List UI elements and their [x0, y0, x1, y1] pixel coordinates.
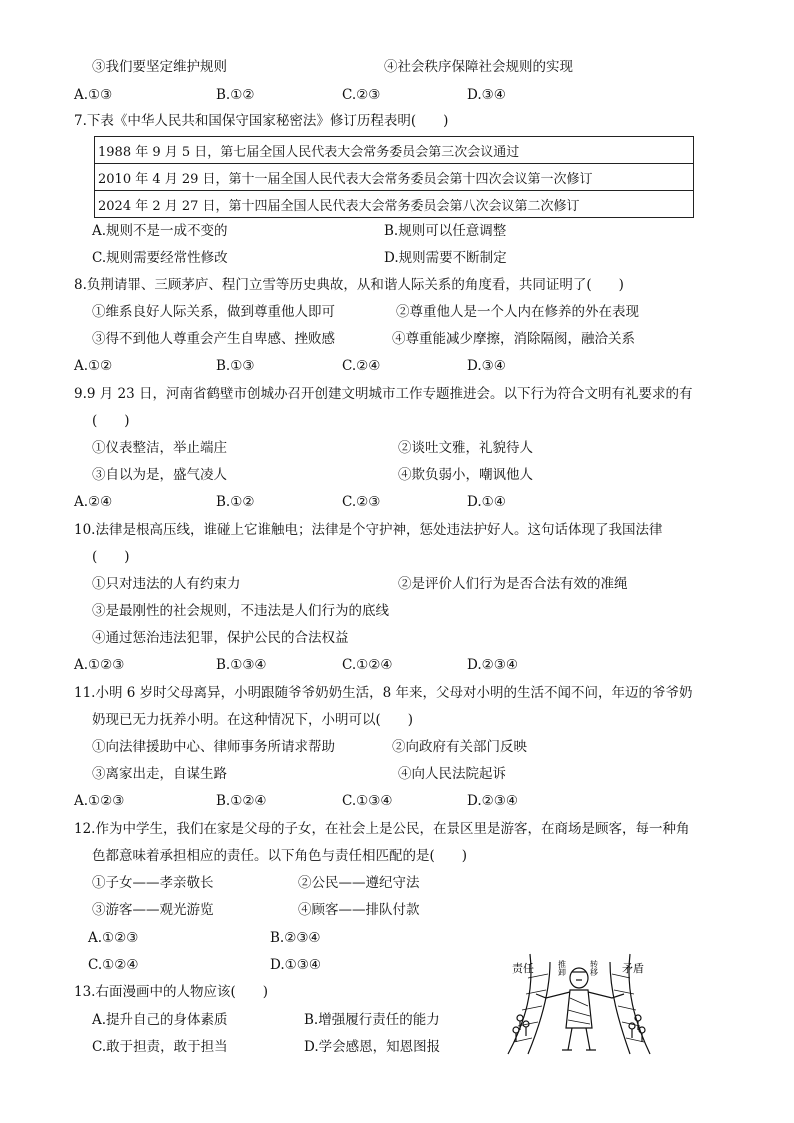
q8-statement-1: ①维系良好人际关系，做到尊重他人即可: [92, 304, 335, 320]
q10-stem: 10.法律是根高压线，谁碰上它谁触电；法律是个守护神，惩处违法护好人。这句话体现了我国法律: [74, 522, 663, 538]
q12-stem-cont: 色都意味着承担相应的责任。以下角色与责任相匹配的是( ): [92, 848, 468, 864]
left-arm: [536, 992, 570, 998]
q6-option-a: A.①③: [74, 87, 113, 103]
q13-option-d: D.学会感恩，知恩图报: [304, 1039, 441, 1055]
q10-answer-blank: ( ): [92, 549, 130, 565]
q8-option-c: C.②④: [342, 358, 381, 374]
q11-statement-4: ④向人民法院起诉: [398, 766, 506, 782]
q9-stem: 9.9 月 23 日，河南省鹤壁市创城办召开创建文明城市工作专题推进会。以下行为符合文明有礼要求的有: [74, 386, 693, 402]
q8-option-b: B.①③: [216, 358, 255, 374]
q10-option-c: C.①②④: [342, 657, 393, 673]
q12-option-b: B.②③④: [270, 930, 321, 946]
q11-statement-3: ③离家出走，自谋生路: [92, 766, 227, 782]
q11-option-a: A.①②③: [74, 793, 125, 809]
q12-statement-4: ④顾客——排队付款: [298, 902, 420, 918]
q12-option-a: A.①②③: [88, 930, 139, 946]
q12-stem: 12.作为中学生，我们在家是父母的子女，在社会上是公民，在景区里是游客，在商场是顾客，每一种角: [74, 821, 690, 837]
q7-option-d: D.规则需要不断制定: [384, 250, 507, 266]
q9-option-b: B.①②: [216, 494, 255, 510]
table-row: [95, 137, 694, 164]
q10-statement-4: ④通过惩治违法犯罪，保护公民的合法权益: [92, 630, 349, 646]
q10-option-a: A.①②③: [74, 657, 125, 673]
q8-statement-4: ④尊重能减少摩擦，消除隔阂，融洽关系: [392, 331, 635, 347]
q11-stem-cont: 奶现已无力抚养小明。在这种情况下，小明可以( ): [92, 712, 414, 728]
q11-stem: 11.小明 6 岁时父母离异，小明跟随爷爷奶奶生活，8 年来，父母对小明的生活不闻不问，年迈的爷爷奶: [74, 685, 693, 701]
q9-statement-1: ①仪表整洁，举止端庄: [92, 440, 227, 456]
q7-option-c: C.规则需要经常性修改: [92, 250, 228, 266]
cartoon-label-shirk: 推卸: [557, 960, 567, 976]
q10-statement-3: ③是最刚性的社会规则，不违法是人们行为的底线: [92, 603, 389, 619]
q9-statement-3: ③自以为是，盛气凌人: [92, 467, 227, 483]
q11-option-b: B.①②④: [216, 793, 267, 809]
q11-option-c: C.①③④: [342, 793, 393, 809]
q11-statement-2: ②向政府有关部门反映: [392, 739, 527, 755]
q13-option-a: A.提升自己的身体素质: [92, 1012, 228, 1028]
q12-option-d: D.①③④: [270, 957, 321, 973]
q7-option-a: A.规则不是一成不变的: [92, 223, 228, 239]
right-arm: [588, 992, 624, 998]
q8-statement-3: ③得不到他人尊重会产生自卑感、挫败感: [92, 331, 335, 347]
q6-option-d: D.③④: [467, 87, 506, 103]
table-row: [95, 164, 694, 191]
table-cell: 2024 年 2 月 27 日，第十四届全国人民代表大会常务委员会第八次会议第二次修订: [95, 191, 694, 218]
cartoon-label-responsibility: 责任: [512, 962, 534, 975]
q12-statement-3: ③游客——观光游览: [92, 902, 214, 918]
q9-option-d: D.①④: [467, 494, 506, 510]
q13-option-c: C.敢于担责，敢于担当: [92, 1039, 228, 1055]
table-cell: 2010 年 4 月 29 日，第十一届全国人民代表大会常务委员会第十四次会议第一次修订: [95, 164, 694, 191]
q8-option-a: A.①②: [74, 358, 113, 374]
q13-option-b: B.增强履行责任的能力: [304, 1012, 440, 1028]
q11-statement-1: ①向法律援助中心、律师事务所请求帮助: [92, 739, 335, 755]
q6-option-b: B.①②: [216, 87, 255, 103]
responsibility-cartoon: [506, 950, 652, 1056]
q9-option-c: C.②③: [342, 494, 381, 510]
cartoon-label-contradiction: 矛盾: [622, 962, 644, 975]
q7-option-b: B.规则可以任意调整: [384, 223, 507, 239]
q9-option-a: A.②④: [74, 494, 113, 510]
q8-statement-2: ②尊重他人是一个人内在修养的外在表现: [396, 304, 639, 320]
man-head: [570, 968, 588, 988]
q6-statement-4: ④社会秩序保障社会规则的实现: [384, 59, 573, 75]
q10-option-d: D.②③④: [467, 657, 518, 673]
q8-option-d: D.③④: [467, 358, 506, 374]
q6-statement-3: ③我们要坚定维护规则: [92, 59, 227, 75]
q12-statement-1: ①子女——孝亲敬长: [92, 875, 214, 891]
q9-statement-2: ②谈吐文雅，礼貌待人: [398, 440, 533, 456]
q10-option-b: B.①③④: [216, 657, 267, 673]
law-revision-table: [94, 136, 694, 218]
table-row: [95, 191, 694, 218]
q10-statement-2: ②是评价人们行为是否合法有效的准绳: [398, 576, 628, 592]
q10-statement-1: ①只对违法的人有约束力: [92, 576, 241, 592]
q6-option-c: C.②③: [342, 87, 381, 103]
q13-stem: 13.右面漫画中的人物应该( ): [74, 984, 269, 1000]
q8-stem: 8.负荆请罪、三顾茅庐、程门立雪等历史典故，从和谐人际关系的角度看，共同证明了( ): [74, 277, 624, 293]
q7-stem: 7.下表《中华人民共和国保守国家秘密法》修订历程表明( ): [74, 113, 449, 129]
q12-statement-2: ②公民——遵纪守法: [298, 875, 420, 891]
q12-option-c: C.①②④: [88, 957, 139, 973]
table-cell: 1988 年 9 月 5 日，第七届全国人民代表大会常务委员会第三次会议通过: [95, 137, 694, 164]
cartoon-label-shift: 转移: [589, 960, 599, 976]
q9-answer-blank: ( ): [92, 413, 130, 429]
q11-option-d: D.②③④: [467, 793, 518, 809]
q9-statement-4: ④欺负弱小，嘲讽他人: [398, 467, 533, 483]
